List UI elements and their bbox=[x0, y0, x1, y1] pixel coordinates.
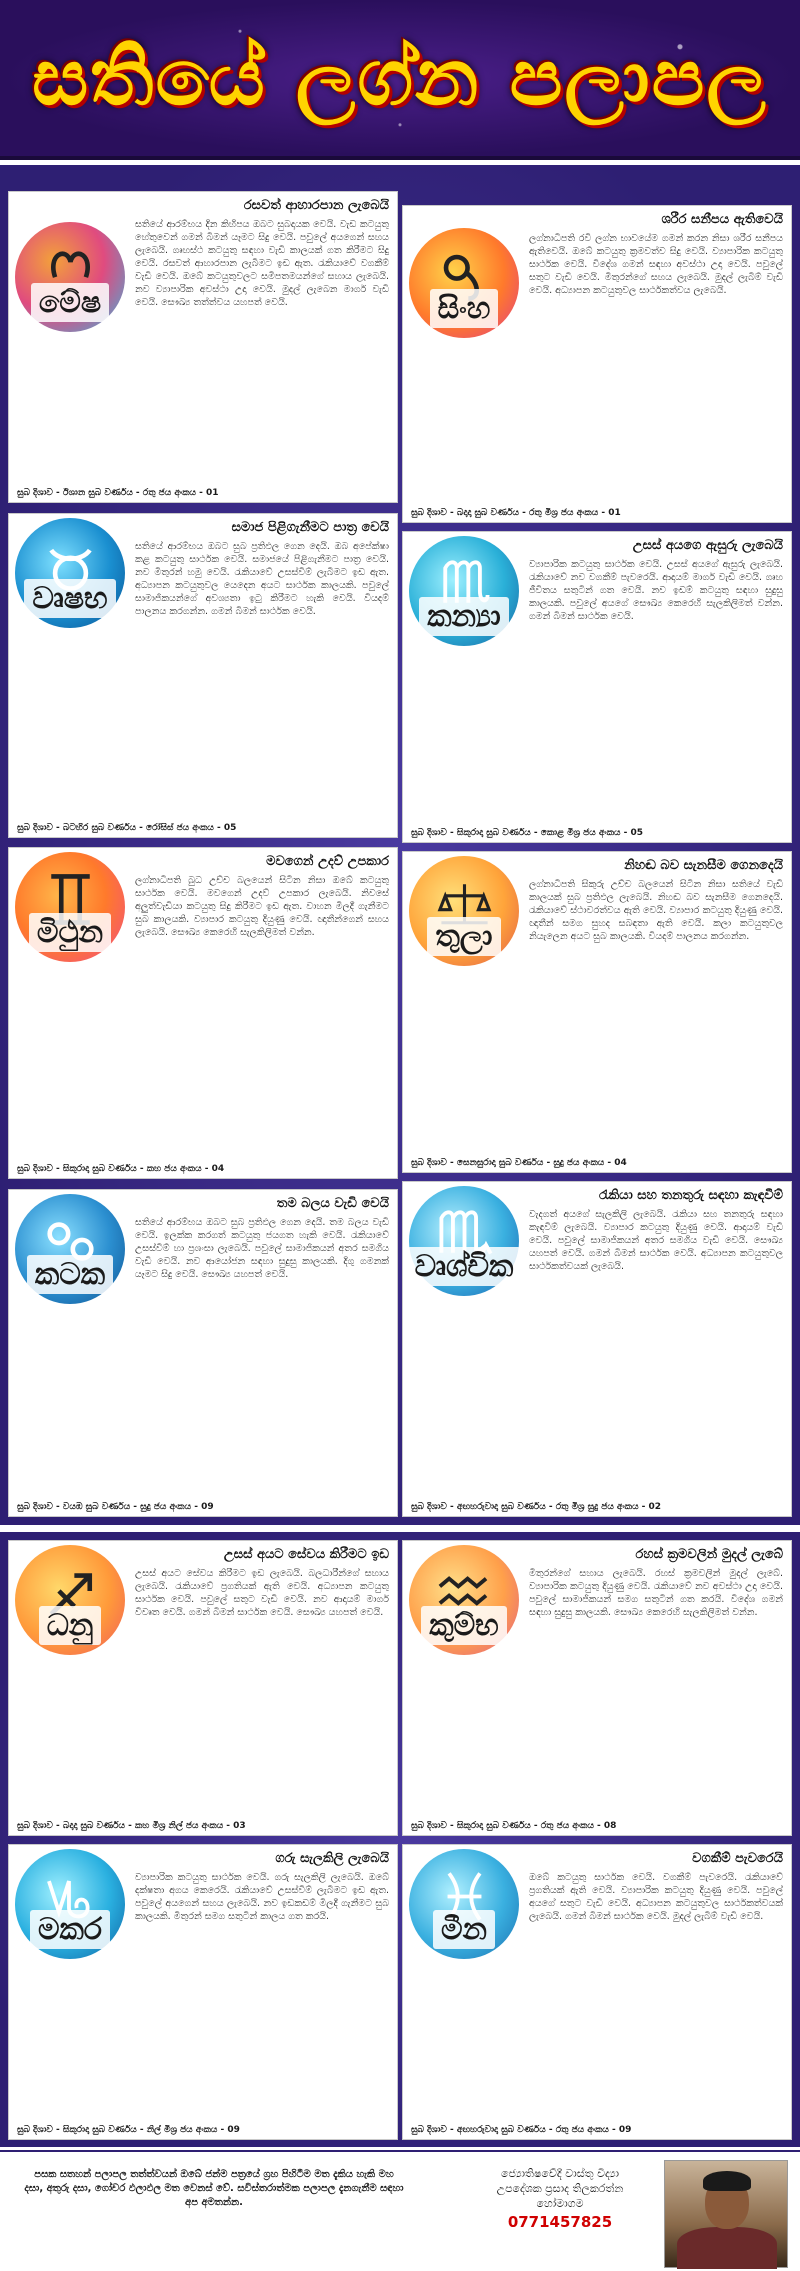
card-thula bbox=[402, 851, 792, 1173]
sign-label: වෘෂභ bbox=[24, 579, 115, 618]
card-kanya bbox=[402, 531, 792, 843]
card-title: තම බලය වැඩි වෙයි bbox=[276, 1196, 389, 1211]
card-dhanu bbox=[8, 1540, 398, 1836]
card-title: උසස් අයට සේවය කිරීමට ඉඩ bbox=[223, 1547, 389, 1562]
card-footer: සුබ දිශාව - බදාදා සුබ වර්ණය - කහ මිශ්‍ර නිල් ජය අංකය - 03 bbox=[17, 1821, 246, 1831]
astrologer-contact bbox=[0, 2150, 800, 2271]
card-footer: සුබ දිශාව - බටහිර සුබ වර්ණය - රෝසිස් ජය අංකය - 05 bbox=[17, 823, 237, 833]
card-mithuna bbox=[8, 847, 398, 1179]
sign-label: තුලා bbox=[427, 917, 500, 956]
horoscope-section-top bbox=[0, 165, 800, 1525]
astrologer-place: හෝමාගම bbox=[536, 2197, 584, 2210]
sign-label: ධනු bbox=[39, 1606, 102, 1645]
card-footer: සුබ දිශාව - බදාදා සුබ වර්ණය - රතු මිශ්‍ර ජය අංකය - 01 bbox=[411, 508, 621, 518]
card-body: සතියේ ආරම්භය ඔබට සුබ ප්‍රතිඵල ගෙන දෙයි. තම බලය වැඩි වෙයි. ඉලක්ක කරගත් කටයුතු ජයගත හැකි වෙයි. රැකියාවේ උසස්වීම් හා ප්‍රශංසා ලැබෙයි. පවුලේ සාමාජිකයන් අතර සමගිය වැඩි වෙයි. නව ආයෝජන සඳහා සුදුසු කාලයකි. දිගු ගමනක් යෑමට සිදු වෙයි. සෞඛ්‍ය යහපත් වෙයි. bbox=[135, 1217, 389, 1280]
astrologer-photo bbox=[664, 2160, 788, 2268]
disclaimer-text: පසක සතහන් පලාපල තත්ත්වයන් ඔබේ ජන්ම පත්‍රයේ ග්‍රහ පිහිටීම මත දැකිය හැකි මහ දසා, අතුරු දසා, ගෝචර ඵලාඵල මත වෙනස් වේ. සවිස්තරාත්මක පලාපල දැනගැනීම සඳහා අප අමතන්න. bbox=[24, 2169, 404, 2208]
card-title: ගරු සැලකිලි ලැබෙයි bbox=[275, 1851, 389, 1866]
mithuna-sign-image bbox=[15, 852, 125, 962]
card-footer: සුබ දිශාව - අඟහරුවාදා සුබ වර්ණය - රතු මිශ්‍ර සුදු ජය අංකය - 02 bbox=[411, 1502, 662, 1512]
card-meena bbox=[402, 1844, 792, 2140]
card-simha bbox=[402, 205, 792, 523]
simha-sign-image bbox=[409, 228, 519, 338]
card-body: මිතුරන්ගේ සහාය ලැබෙයි. රහස් ක්‍රමවලින් මුදල් ලැබේ. ව්‍යාපාරික කටයුතු දියුණු වෙයි. රැකියාවේ නව අවස්ථා උදා වෙයි. පවුලේ සාමාජිකයන් සමග සතුටින් ගත කරයි. විදේශ ගමන් සඳහා සුදුසු කාලයකි. සෞඛ්‍ය කෙරෙහි සැලකිලිමත් වන්න. bbox=[529, 1568, 783, 1618]
card-title: රහස් ක්‍රමවලින් මුදල් ලැබේ bbox=[635, 1547, 783, 1562]
horoscope-section-bottom bbox=[0, 1532, 800, 2147]
card-makara bbox=[8, 1844, 398, 2140]
vrushabha-sign-image bbox=[15, 518, 125, 628]
mesha-sign-image bbox=[15, 222, 125, 332]
card-footer: සුබ දිශාව - සිකුරාදා සුබ වර්ණය - රතු ජය අංකය - 08 bbox=[411, 1821, 617, 1831]
sign-label: කටක bbox=[27, 1255, 113, 1294]
card-footer: සුබ දිශාව - අඟහරුවාදා සුබ වර්ණය - රතු ජය අංකය - 09 bbox=[411, 2125, 632, 2135]
card-body: ලග්නාධිපති බුධ උච්ච බලයෙන් සිටින නිසා ඔබේ කටයුතු සාර්ථක වෙයි. මවගෙන් උදව් උපකාර ලැබෙයි. නිවසේ අලුත්වැඩියා කටයුතු සිදු කිරීමට ඉඩ ඇත. වාහන මිලදී ගැනීමට සුබ කාලයකි. ව්‍යාපාර කටයුතු දියුණු වෙයි. ඥාතීන්ගෙන් සහය ලැබෙයි. සෞඛ්‍ය කෙරෙහි සැලකිලිමත් වන්න. bbox=[135, 875, 389, 938]
card-kumbha bbox=[402, 1540, 792, 1836]
card-footer: සුබ දිශාව - සිකුරාදා සුබ වර්ණය - කහ ජය අංකය - 04 bbox=[17, 1164, 225, 1174]
card-body: ඔබේ කටයුතු සාර්ථක වෙයි. වගකීම් පැවරෙයි. රැකියාවේ ප්‍රගතියක් ඇති වෙයි. ව්‍යාපාරික කටයුතු දියුණු වෙයි. පවුලේ අයගේ සතුට වැඩි වෙයි. අධ්‍යාපන කටයුතුවල සාර්ථකත්වයක් ලැබෙයි. ගමන් බිමන් සාර්ථක වෙයි. මුදල් ලැබීම් වැඩි වෙයි. bbox=[529, 1872, 783, 1922]
kanya-sign-image bbox=[409, 536, 519, 646]
card-title: සමාජ පිළිගැනීමට පාත්‍ර වෙයි bbox=[231, 520, 389, 535]
card-title: මවගෙන් උදව් උපකාර bbox=[266, 854, 389, 869]
card-vrushchika bbox=[402, 1181, 792, 1517]
card-body: සතියේ ආරම්භය දින කිහිපය ඔබට සුබදායක වෙයි. වැඩ කටයුතු හේතුවෙන් ගමන් බිමන් යෑමට සිදු වෙයි. පවුලේ අයගෙන් සහය ලැබෙයි. ගෘහස්ථ කටයුතු සඳහා වැඩි කාලයක් ගත කිරීමට සිදු වෙයි. රසවත් ආහාරපාන ලැබීමට ඉඩ ඇත. රැකියාවේ වගකීම් වැඩි වෙයි. ඔබේ කටයුතුවලට සමීපතමයන්ගේ සහාය ලැබෙයි. නව ව්‍යාපාරික අවස්ථා උදා වෙයි. මුදල් ලැබෙන මාර්ග වැඩි වෙයි. සෞඛ්‍ය තත්ත්වය යහපත් වෙයි. bbox=[135, 219, 389, 308]
sign-label: කන්‍යා bbox=[419, 597, 509, 636]
card-vrushabha bbox=[8, 513, 398, 838]
card-title: ශරීර සනීපය ඇතිවෙයි bbox=[661, 212, 783, 227]
card-footer: සුබ දිශාව - ඊශාන සුබ වර්ණය - රතු ජය අංකය - 01 bbox=[17, 488, 219, 498]
sign-label: සිංහ bbox=[430, 289, 499, 328]
dhanu-sign-image bbox=[15, 1545, 125, 1655]
card-body: ව්‍යාපාරික කටයුතු සාර්ථක වෙයි. උසස් අයගේ ඇසුරු ලැබෙයි. රැකියාවේ නව වගකීම් පැවරෙයි. ආදායම් මාර්ග වැඩි වෙයි. ගෘහ ජීවිතය සතුටින් ගත වෙයි. නව ඉඩම් කටයුතු සඳහා සුදුසු කාලයකි. පවුලේ අයගේ සෞඛ්‍ය කෙරෙහි සැලකිලිමත් වන්න. ගමන් බිමන් සාර්ථක වෙයි. bbox=[529, 559, 783, 622]
meena-sign-image bbox=[409, 1849, 519, 1959]
sign-label: මීන bbox=[433, 1910, 495, 1949]
card-footer: සුබ දිශාව - සිකුරාදා සුබ වර්ණය - නිල් මිශ්‍ර ජය අංකය - 09 bbox=[17, 2125, 240, 2135]
astrologer-name: උපදේශක ප්‍රසාද තිලකරත්න bbox=[496, 2182, 624, 2195]
kataka-sign-image bbox=[15, 1194, 125, 1304]
page-title: සතියේ ලග්න පලාපල bbox=[32, 32, 768, 123]
card-mesha bbox=[8, 191, 398, 503]
card-title: රසවත් ආහාරපාන ලැබෙයි bbox=[243, 198, 389, 213]
astrologer-details bbox=[470, 2166, 650, 2230]
astrologer-role: ජ්‍යොතිෂවේදී වාස්තු විද්‍යා bbox=[501, 2167, 619, 2180]
card-title: උසස් අයගෙ ඇසුරු ලැබෙයි bbox=[632, 538, 783, 553]
card-body: වැදගත් අයගේ සැලකිලි ලැබෙයි. රැකියා සහ තනතුරු සඳහා කැඳවීම් ලැබෙයි. ව්‍යාපාර කටයුතු දියුණු වෙයි. ආදායම් වැඩි වෙයි. පවුලේ සාමාජිකයන් අතර සමගිය වැඩි වෙයි. සෞඛ්‍ය යහපත් වෙයි. ගමන් බිමන් සාර්ථක වෙයි. අධ්‍යාපන කටයුතුවල සාර්ථකත්වයක් ලැබෙයි. bbox=[529, 1209, 783, 1272]
card-body: ලග්නාධිපති සිකුරු උච්ච බලයෙන් සිටින නිසා සතියේ වැඩි කාලයක් සුබ ප්‍රතිඵල ලැබෙයි. නිහඬ බව සැනසීම ගෙනදෙයි. රැකියාවේ ස්ථාවරත්වය ඇති වෙයි. ව්‍යාපාර කටයුතු දියුණු වෙයි. ඥාතීන් සමග සුහද සබඳතා ඇති වෙයි. කලා කටයුතුවල නියැලෙන අයට සුබ කාලයකි. වියදම් පාලනය කරගන්න. bbox=[529, 879, 783, 942]
makara-sign-image bbox=[15, 1849, 125, 1959]
card-title: රැකියා සහ තනතුරු සඳහා කැඳවීම් bbox=[598, 1188, 783, 1203]
sign-label: කුම්භ bbox=[421, 1606, 507, 1645]
phone-number[interactable]: 0771457825 bbox=[507, 2213, 613, 2231]
card-body: ව්‍යාපාරික කටයුතු සාර්ථක වෙයි. ගරු සැලකිලි ලැබෙයි. ඔබේ දක්ෂතා අගය කෙරෙයි. රැකියාවේ උසස්වීම් ලැබීමට ඉඩ ඇත. පවුලේ අයගෙන් සහය ලැබෙයි. නව ඉඩකඩම් මිලදී ගැනීමට සුබ කාලයකි. මිතුරන් සමග සතුටින් කාලය ගත කරයි. bbox=[135, 1872, 389, 1922]
sign-label: වෘශ්චික bbox=[407, 1247, 522, 1286]
sign-label: මිථුන bbox=[29, 913, 111, 952]
card-footer: සුබ දිශාව - සෙනසුරාදා සුබ වර්ණය - සුදු ජය අංකය - 04 bbox=[411, 1158, 627, 1168]
sign-label: මේෂ bbox=[31, 283, 109, 322]
card-title: වගකීම් පැවරෙයි bbox=[692, 1851, 783, 1866]
page-header bbox=[0, 0, 800, 160]
kumbha-sign-image bbox=[409, 1545, 519, 1655]
card-title: නිහඬ බව සැනසීම ගෙනදෙයි bbox=[624, 858, 783, 873]
vrushchika-sign-image bbox=[409, 1186, 519, 1296]
card-body: උසස් අයට සේවය කිරීමට ඉඩ ලැබෙයි. බලධාරීන්ගේ සහාය ලැබෙයි. රැකියාවේ ප්‍රගතියක් ඇති වෙයි. අධ්‍යාපන කටයුතු සාර්ථක වෙයි. පවුලේ සතුට වැඩි වෙයි. නව ආදායම් මාර්ග විවෘත වෙයි. ගමන් බිමන් සාර්ථක වෙයි. සෞඛ්‍ය යහපත් වෙයි. bbox=[135, 1568, 389, 1618]
card-body: ලග්නාධිපති රවි ලග්න භාවයේම ගමන් කරන නිසා ශරීර සනීපය ඇතිවෙයි. ඔබේ කටයුතු ක්‍රමවත්ව සිදු වෙයි. ව්‍යාපාරික කටයුතු සාර්ථක වෙයි. විදේශ ගමන් සඳහා අවස්ථා උදා වෙයි. පවුලේ සතුට වැඩි වෙයි. මිතුරන්ගේ සහය ලැබෙයි. මුදල් ලැබීම් වැඩි වෙයි. අධ්‍යාපන කටයුතුවල සාර්ථකත්වය ලැබෙයි. bbox=[529, 233, 783, 296]
card-kataka bbox=[8, 1189, 398, 1517]
sign-label: මකර bbox=[30, 1910, 110, 1949]
card-body: සතියේ ආරම්භය ඔබට සුබ ප්‍රතිඵල ගෙන දෙයි. ඔබ අපේක්ෂා කළ කටයුතු සාර්ථක වෙයි. සමාජයේ පිළිගැනීමට පාත්‍ර වෙයි. නව මිතුරන් හමු වෙයි. රැකියාවේ උසස්වීම් ලැබීමට ඉඩ ඇත. අධ්‍යාපන කටයුතුවල යෙදෙන අයට සාර්ථක කාලයකි. පවුලේ සාමාජිකයන්ගේ අවශ්‍යතා ඉටු කිරීමට හැකි වෙයි. වියදම් පාලනය කරගන්න. ගමන් බිමන් සාර්ථක වෙයි. bbox=[135, 541, 389, 617]
thula-sign-image bbox=[409, 856, 519, 966]
card-footer: සුබ දිශාව - වයඹ සුබ වර්ණය - සුදු ජය අංකය - 09 bbox=[17, 1502, 214, 1512]
card-footer: සුබ දිශාව - සිකුරාදා සුබ වර්ණය - කොළ මිශ්‍ර ජය අංකය - 05 bbox=[411, 828, 644, 838]
